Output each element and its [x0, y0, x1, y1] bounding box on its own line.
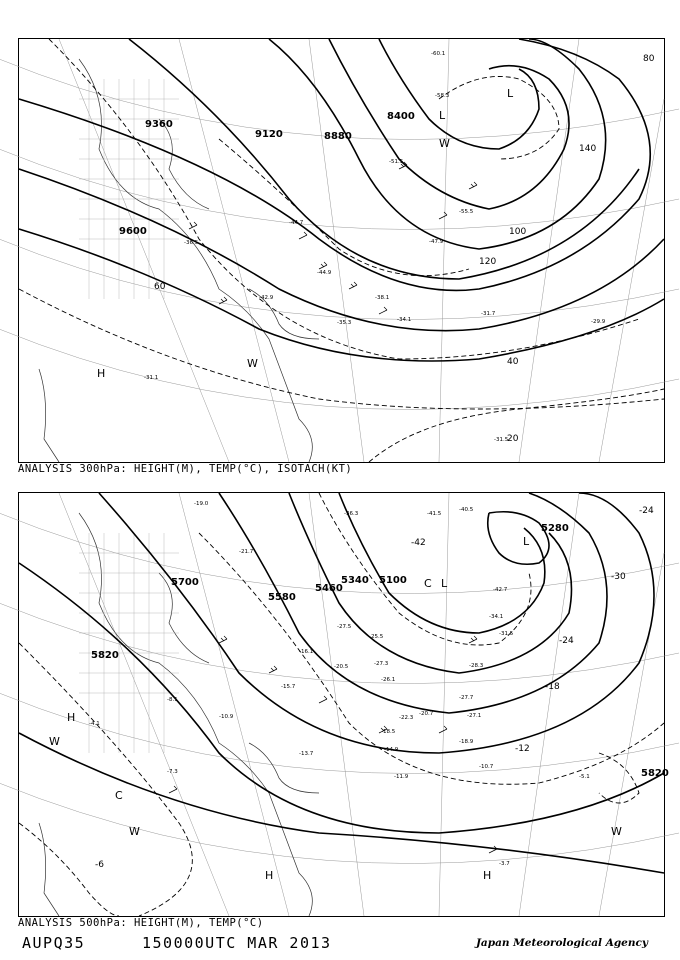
cold-center-label: C: [424, 577, 432, 590]
temp-label: -13.7: [299, 751, 314, 757]
temp-label: -10.9: [219, 714, 234, 720]
land-hatch-300: [79, 79, 179, 299]
height-label: 5100: [379, 575, 407, 586]
isotherm-label: -24: [639, 506, 654, 516]
graticule-500: [0, 493, 679, 916]
panel-caption-300hpa: ANALYSIS 300hPa: HEIGHT(M), TEMP(°C), ISOTACH(KT): [18, 463, 353, 475]
wind-barbs-300: [189, 162, 477, 314]
land-hatch-500: [79, 533, 179, 753]
temp-label: -25.5: [369, 634, 384, 640]
isotach-label: 100: [509, 227, 527, 237]
temp-label: -60.1: [431, 51, 446, 57]
height-labels-300: [119, 111, 415, 237]
height-label: 5340: [341, 575, 369, 586]
isotherm-label: -30: [611, 572, 626, 582]
temp-label: -4.1: [89, 721, 100, 727]
high-center-label: H: [265, 869, 274, 882]
temp-label: -44.9: [317, 270, 332, 276]
warm-center-label: W: [611, 825, 622, 838]
height-contours-500: [19, 493, 664, 873]
height-label: 5280: [541, 523, 569, 534]
height-label: 5460: [315, 583, 343, 594]
high-center-label: H: [483, 869, 492, 882]
temp-label: -27.3: [374, 661, 389, 667]
temp-label: -20.7: [419, 711, 434, 717]
height-label: 9360: [145, 119, 173, 130]
low-center-label: L: [507, 87, 514, 100]
temp-label: -31.5: [494, 437, 509, 443]
temp-label: -34.1: [489, 614, 504, 620]
temp-label: -31.5: [499, 631, 514, 637]
temp-label: -18.5: [381, 729, 396, 735]
cold-center-label: C: [115, 789, 123, 802]
isotach-contours-300: [19, 39, 664, 462]
height-label: 8880: [324, 131, 352, 142]
temp-label: -42.9: [259, 295, 274, 301]
temp-label: -15.7: [281, 684, 296, 690]
temp-label: -27.5: [337, 624, 352, 630]
temp-label: -47.9: [429, 239, 444, 245]
height-label: 5820: [91, 650, 119, 661]
temp-label: -3.7: [499, 861, 510, 867]
height-label: 5820: [641, 768, 669, 779]
graticule-300: [0, 39, 679, 462]
warm-center-label: W: [439, 137, 450, 150]
temp-label: -44.7: [289, 220, 304, 226]
temp-label: -35.3: [337, 320, 352, 326]
map-panel-500hpa: [18, 492, 669, 917]
height-label: 9120: [255, 129, 283, 140]
temp-label: -18.9: [459, 739, 474, 745]
temp-label: -20.5: [334, 664, 349, 670]
temp-label: -34.1: [397, 317, 412, 323]
map-panel-300hpa: [18, 38, 665, 463]
temp-label: -40.5: [459, 507, 474, 513]
height-label: 5580: [268, 592, 296, 603]
isotherm-label: -24: [559, 636, 574, 646]
isotherm-label: -42: [411, 538, 426, 548]
temp-label: -8.1: [167, 697, 178, 703]
temp-label: -5.1: [579, 774, 590, 780]
temp-label: -19.0: [194, 501, 209, 507]
temp-label: -29.9: [591, 319, 606, 325]
warm-center-label: W: [129, 825, 140, 838]
temp-label: -41.5: [427, 511, 442, 517]
panel-caption-500hpa: ANALYSIS 500hPa: HEIGHT(M), TEMP(°C): [18, 917, 264, 929]
temp-label: -16.1: [299, 649, 314, 655]
map-500hpa: [19, 493, 669, 916]
isotach-label: 120: [479, 257, 497, 267]
temp-label: -31.7: [481, 311, 496, 317]
isotherm-labels-500: [95, 506, 654, 870]
height-label: 8400: [387, 111, 415, 122]
temp-labels-300: [144, 51, 606, 443]
issue-time: 150000UTC MAR 2013: [142, 934, 332, 952]
map-300hpa: [19, 39, 664, 462]
isotach-label: 80: [643, 54, 655, 64]
temp-label: -38.1: [375, 295, 390, 301]
temp-label: -36.5: [184, 240, 199, 246]
temp-label: -10.7: [479, 764, 494, 770]
temp-label: -27.7: [459, 695, 474, 701]
low-center-label: L: [441, 577, 448, 590]
height-contours-300: [19, 39, 664, 361]
warm-center-label: W: [247, 357, 258, 370]
temp-label: -22.3: [399, 715, 414, 721]
temp-label: -42.7: [493, 587, 508, 593]
temp-label: -31.1: [144, 375, 159, 381]
height-label: 5700: [171, 577, 199, 588]
low-center-label: L: [523, 535, 530, 548]
temp-label: -55.5: [459, 209, 474, 215]
temp-label: -51.5: [389, 159, 404, 165]
temp-label: -21.7: [239, 549, 254, 555]
temp-label: -27.1: [467, 713, 482, 719]
isotherm-label: -6: [95, 860, 104, 870]
temp-label: -36.3: [344, 511, 359, 517]
temp-label: -28.3: [469, 663, 484, 669]
warm-center-label: W: [49, 735, 60, 748]
height-labels-500: [91, 523, 669, 779]
isotherm-contours-500: [19, 493, 664, 916]
isotach-label: 40: [507, 357, 519, 367]
height-label: 9600: [119, 226, 147, 237]
temp-label: -26.1: [381, 677, 396, 683]
temp-label: -11.9: [394, 774, 409, 780]
isotach-label: 60: [154, 282, 166, 292]
isotach-label: 20: [507, 434, 519, 444]
high-center-label: H: [67, 711, 76, 724]
chart-id: AUPQ35: [22, 934, 86, 952]
high-center-label: H: [97, 367, 106, 380]
low-center-label: L: [439, 109, 446, 122]
isotherm-label: -12: [515, 744, 530, 754]
temp-label: -14.9: [384, 747, 399, 753]
temp-label: -7.3: [167, 769, 178, 775]
temp-label: -58.3: [435, 93, 450, 99]
agency-name: Japan Meteorological Agency: [475, 937, 648, 949]
isotherm-label: -18: [545, 682, 560, 692]
isotach-label: 140: [579, 144, 597, 154]
